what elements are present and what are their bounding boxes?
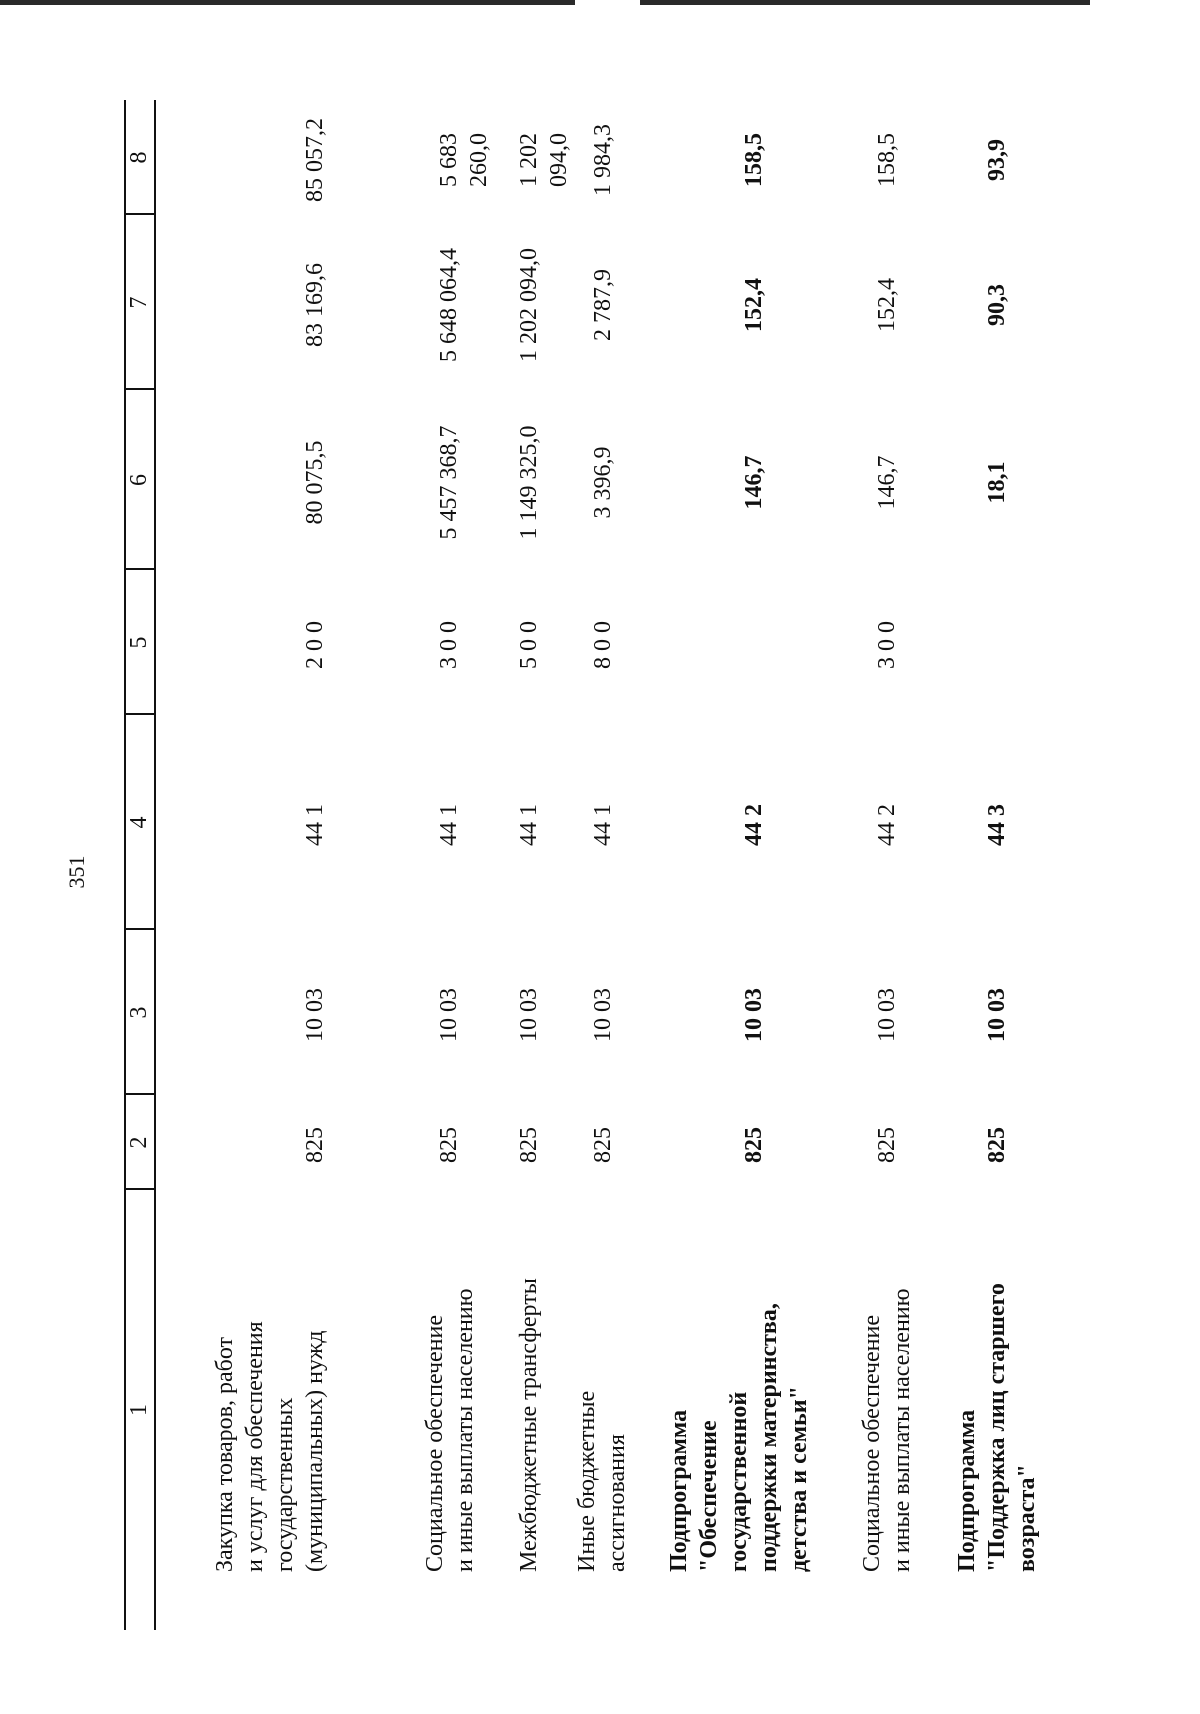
table-cell: 825 bbox=[302, 1127, 328, 1163]
table-cell: 90,3 bbox=[984, 284, 1010, 326]
table-cell: 2 787,9 bbox=[590, 269, 616, 341]
budget-table bbox=[62, 100, 1152, 1630]
table-row-name: Социальное обеспечение и иные выплаты населению bbox=[859, 1288, 915, 1572]
table-cell: 8 0 0 bbox=[590, 621, 616, 669]
column-header: 1 bbox=[126, 1404, 152, 1416]
table-row-name: Межбюджетные трансферты bbox=[516, 1278, 542, 1572]
table-cell: 146,7 bbox=[874, 455, 900, 510]
table-cell: 158,5 bbox=[741, 133, 767, 187]
table-cell: 44 1 bbox=[436, 804, 462, 846]
table-cell: 825 bbox=[436, 1127, 462, 1163]
table-cell: 2 0 0 bbox=[302, 621, 328, 669]
table-row-name: Подпрограмма "Поддержка лиц старшего возраста" bbox=[954, 1283, 1040, 1572]
table-cell: 5 683 260,0 bbox=[436, 133, 492, 187]
table-cell: 85 057,2 bbox=[302, 118, 328, 202]
table-cell: 44 1 bbox=[302, 804, 328, 846]
column-header: 8 bbox=[126, 151, 152, 164]
table-cell: 825 bbox=[874, 1127, 900, 1163]
table-cell: 80 075,5 bbox=[302, 440, 328, 525]
table-cell: 44 1 bbox=[516, 804, 542, 846]
table-cell: 10 03 bbox=[590, 988, 616, 1042]
table-cell: 3 396,9 bbox=[590, 446, 616, 519]
table-row-name: Иные бюджетные ассигнования bbox=[574, 1390, 630, 1572]
table-cell: 3 0 0 bbox=[436, 621, 462, 669]
page-number: 351 bbox=[64, 855, 89, 889]
table-cell: 1 202 094,0 bbox=[516, 133, 572, 187]
table-cell: 10 03 bbox=[302, 988, 328, 1042]
table-cell: 93,9 bbox=[984, 139, 1010, 181]
table-cell: 825 bbox=[741, 1127, 767, 1163]
table-cell: 825 bbox=[590, 1127, 616, 1163]
table-cell: 3 0 0 bbox=[874, 621, 900, 669]
column-header: 6 bbox=[126, 474, 152, 486]
table-cell: 83 169,6 bbox=[302, 263, 328, 347]
table-cell: 1 149 325,0 bbox=[516, 425, 542, 540]
table-cell: 158,5 bbox=[874, 133, 900, 187]
table-row-name: Подпрограмма "Обеспечение государственной поддержки материнства, детства и семьи" bbox=[666, 1303, 812, 1572]
table-row-name: Закупка товаров, работ и услуг для обеспечения государственных (муниципальных) нужд bbox=[212, 1321, 328, 1572]
table-cell: 44 2 bbox=[874, 804, 900, 846]
column-header: 7 bbox=[126, 296, 152, 309]
table-cell: 10 03 bbox=[874, 988, 900, 1042]
table-cell: 1 984,3 bbox=[590, 124, 616, 196]
table-cell: 5 457 368,7 bbox=[436, 425, 462, 540]
table-cell: 825 bbox=[984, 1127, 1010, 1163]
table-cell: 44 2 bbox=[741, 804, 767, 846]
column-header: 4 bbox=[126, 816, 152, 829]
table-cell: 152,4 bbox=[874, 278, 900, 332]
table-cell: 44 3 bbox=[984, 804, 1010, 846]
table-cell: 146,7 bbox=[741, 455, 767, 510]
table-cell: 5 648 064,4 bbox=[436, 248, 462, 362]
column-header: 5 bbox=[126, 636, 152, 649]
table-cell: 5 0 0 bbox=[516, 621, 542, 669]
table-row-name: Социальное обеспечение и иные выплаты населению bbox=[422, 1288, 478, 1572]
table-header-rule bbox=[154, 100, 156, 1630]
table-cell: 44 1 bbox=[590, 804, 616, 846]
table-cell: 10 03 bbox=[984, 988, 1010, 1042]
table-cell: 10 03 bbox=[741, 988, 767, 1042]
table-cell: 152,4 bbox=[741, 278, 767, 332]
column-header: 3 bbox=[126, 1006, 152, 1019]
table-cell: 10 03 bbox=[436, 988, 462, 1042]
table-cell: 1 202 094,0 bbox=[516, 248, 542, 362]
table-cell: 10 03 bbox=[516, 988, 542, 1042]
table-cell: 18,1 bbox=[984, 461, 1010, 504]
column-header: 2 bbox=[126, 1136, 152, 1149]
scan-edge-line bbox=[0, 0, 1200, 5]
table-cell: 825 bbox=[516, 1127, 542, 1163]
